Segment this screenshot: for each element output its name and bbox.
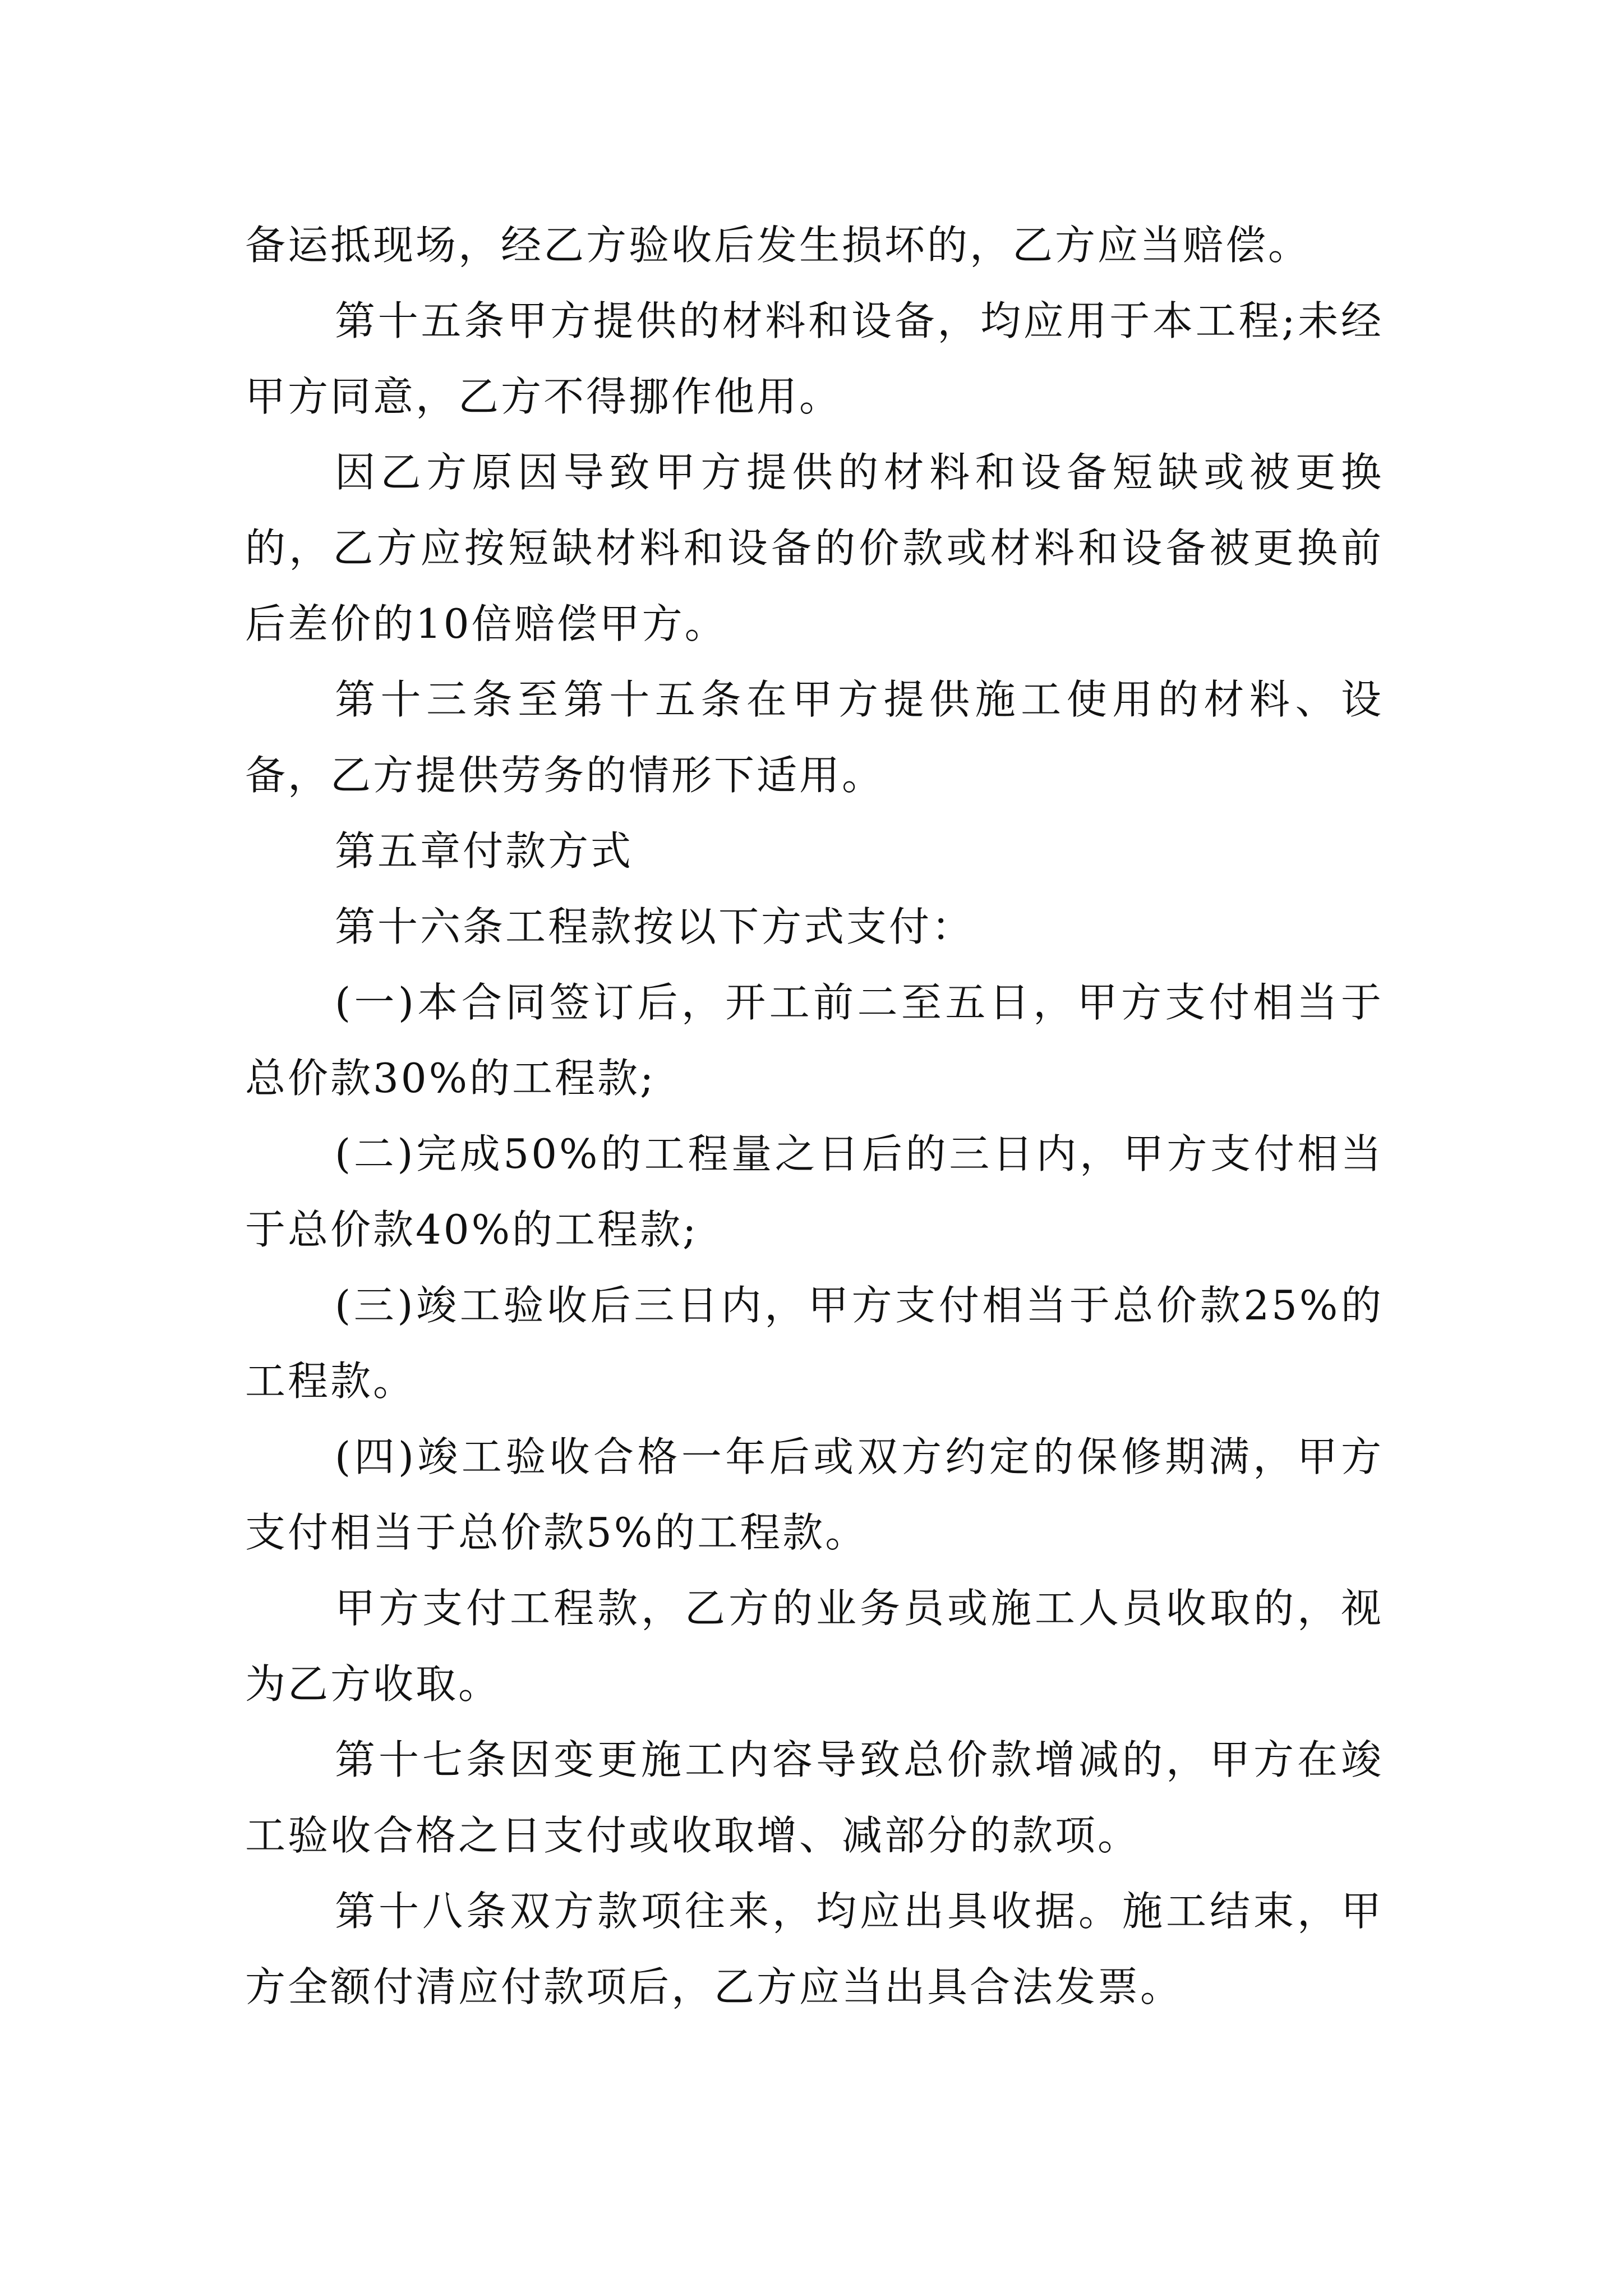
- paragraph-4: 第十三条至第十五条在甲方提供施工使用的材料、设备，乙方提供劳务的情形下适用。: [245, 676, 1384, 799]
- chapter-heading: 第五章付款方式: [335, 827, 634, 875]
- paragraph-6: 第十六条工程款按以下方式支付：: [335, 903, 975, 950]
- payment-item-3: (三)竣工验收后三日内，甲方支付相当于总价款25%的工程款。: [245, 1282, 1384, 1405]
- payment-item-4: (四)竣工验收合格一年后或双方约定的保修期满，甲方支付相当于总价款5%的工程款。: [245, 1433, 1384, 1556]
- payment-item-1: (一)本合同签订后，开工前二至五日，甲方支付相当于总价款30%的工程款;: [245, 979, 1384, 1102]
- paragraph-1: 备运抵现场，经乙方验收后发生损坏的，乙方应当赔偿。: [245, 222, 1311, 269]
- paragraph-2: 第十五条甲方提供的材料和设备，均应用于本工程;未经甲方同意，乙方不得挪作他用。: [245, 297, 1384, 420]
- paragraph-3: 因乙方原因导致甲方提供的材料和设备短缺或被更换的，乙方应按短缺材料和设备的价款或材料和设备被更换前后差价的10倍赔偿甲方。: [245, 449, 1384, 647]
- paragraph-13: 第十八条双方款项往来，均应出具收据。施工结束，甲方全额付清应付款项后，乙方应当出具合法发票。: [245, 1888, 1384, 2010]
- paragraph-11: 甲方支付工程款，乙方的业务员或施工人员收取的，视为乙方收取。: [245, 1585, 1384, 1708]
- document-body: [245, 208, 1384, 2025]
- paragraph-12: 第十七条因变更施工内容导致总价款增减的，甲方在竣工验收合格之日支付或收取增、减部分的款项。: [245, 1736, 1384, 1859]
- payment-item-2: (二)完成50%的工程量之日后的三日内，甲方支付相当于总价款40%的工程款;: [245, 1130, 1384, 1253]
